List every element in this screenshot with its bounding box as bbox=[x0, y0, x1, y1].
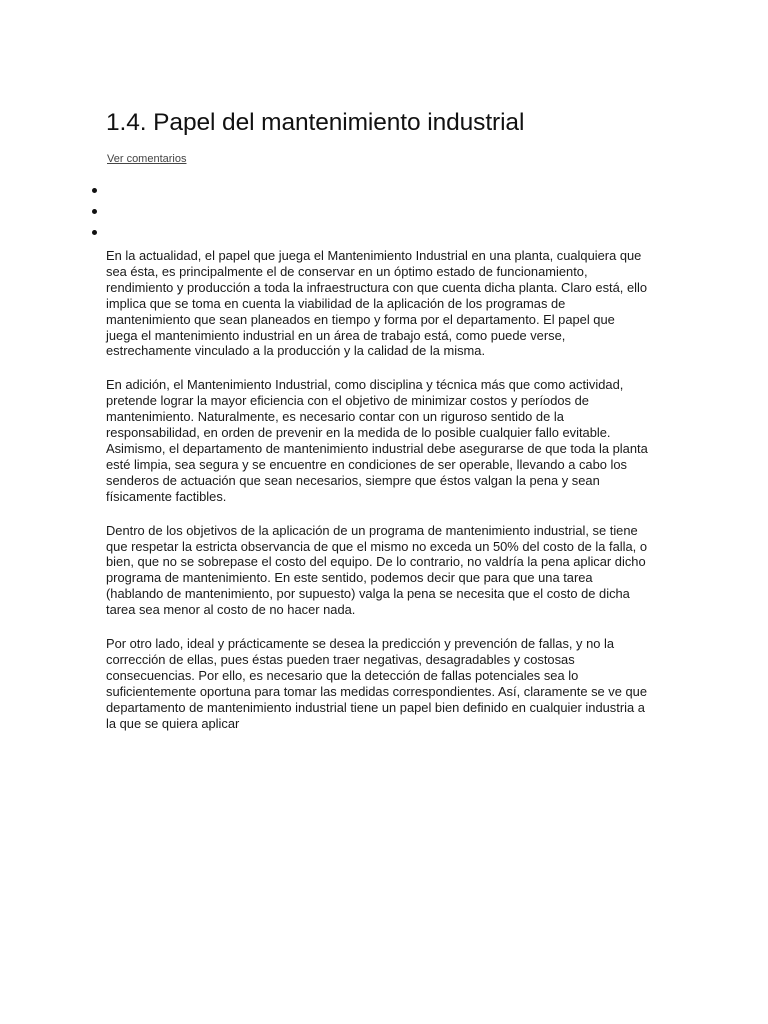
empty-bullet-list bbox=[80, 182, 120, 245]
page-title: 1.4. Papel del mantenimiento industrial bbox=[106, 109, 525, 136]
paragraph-4: Por otro lado, ideal y prácticamente se desea la predicción y prevención de fallas, y no la corrección de ellas, pues éstas pueden traer negativas, desagradables y costosas consecuencias. Por ello, es necesario que la detección de fallas potenciales sea lo suficientemente oportuna para tomar las medidas correspondientes. Así, claramente se ve que departamento de mantenimiento industrial tiene un papel bien definido en cualquier industria a la que se quiera aplicar bbox=[106, 636, 647, 731]
bullet-item bbox=[80, 182, 120, 203]
view-comments-link[interactable]: Ver comentarios bbox=[107, 153, 187, 165]
bullet-item bbox=[80, 224, 120, 245]
paragraph-3: Dentro de los objetivos de la aplicación de un programa de mantenimiento industrial, se tiene que respetar la estricta observancia de que el mismo no exceda un 50% del costo de la falla, o bien, que no se sobrepase el costo del equipo. De lo contrario, no valdría la pena aplicar dicho programa de mantenimiento. En este sentido, podemos decir que para que una tarea (hablando de mantenimiento, por supuesto) valga la pena se necesita que el costo de dicha tarea sea menor al costo de no hacer nada. bbox=[106, 522, 648, 618]
paragraph-1: En la actualidad, el papel que juega el Mantenimiento Industrial en una planta, cualquiera que sea ésta, es principalmente el de conservar en un óptimo estado de funcionamiento, rendimiento y producción a toda la infraestructura con que cuenta dicha planta. Claro está, ello implica que se toma en cuenta la viabilidad de la aplicación de los programas de mantenimiento que sean planeados en tiempo y forma por el departamento. El papel que juega el mantenimiento industrial en un área de trabajo está, como puede verse, estrechamente vinculado a la producción y la calidad de la misma. bbox=[106, 248, 648, 359]
bullet-item bbox=[80, 203, 120, 224]
paragraph-2: En adición, el Mantenimiento Industrial, como disciplina y técnica más que como actividad, pretende lograr la mayor eficiencia con el objetivo de minimizar costos y períodos de mantenimiento. Naturalmente, es necesario contar con un riguroso sentido de la responsabilidad, en orden de prevenir en la medida de lo posible cualquier fallo evitable. Asimismo, el departamento de mantenimiento industrial debe asegurarse de que toda la planta esté limpia, sea segura y se encuentre en condiciones de ser operable, llevando a cabo los senderos de actuación que sean necesarios, siempre que éstos valgan la pena y sean físicamente factibles. bbox=[106, 377, 648, 504]
article-body bbox=[106, 248, 686, 749]
